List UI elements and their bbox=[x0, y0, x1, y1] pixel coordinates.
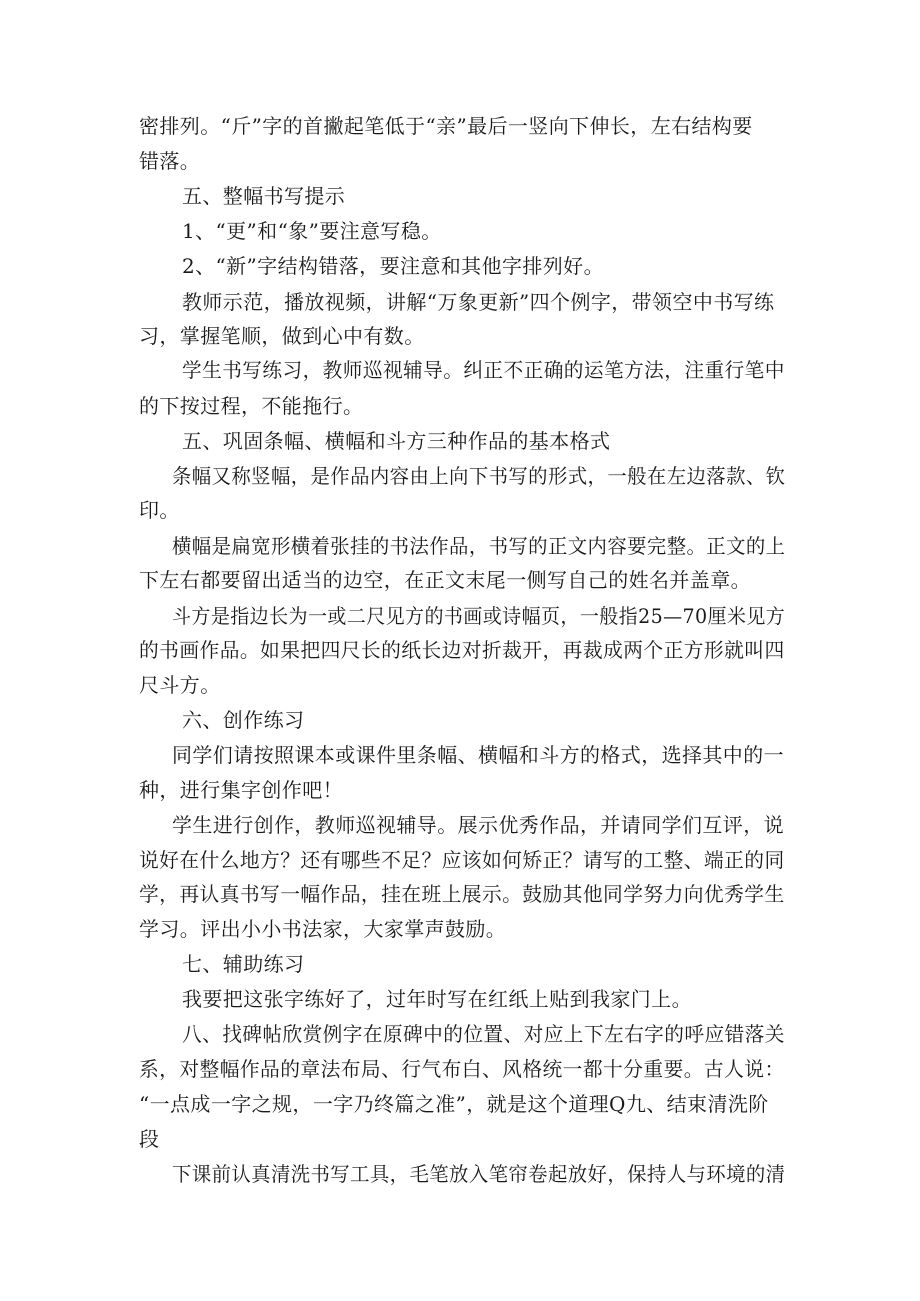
text-line: 同学们请按照课本或课件里条幅、横幅和斗方的格式，选择其中的一 bbox=[172, 743, 784, 767]
section-heading: 五、整幅书写提示 bbox=[182, 184, 346, 208]
text-line: 说好在什么地方？还有哪些不足？应该如何矫正？请写的工整、端正的同 bbox=[139, 848, 785, 872]
text-line: 我要把这张字练好了，过年时写在红纸上贴到我家门上。 bbox=[182, 987, 692, 1011]
text-line: 系，对整幅作品的章法布局、行气布白、风格统一都十分重要。古人说： bbox=[139, 1057, 785, 1081]
text-line: 印。 bbox=[139, 498, 180, 522]
text-line: 学习。评出小小书法家，大家掌声鼓励。 bbox=[139, 917, 507, 941]
text-line: 条幅又称竖幅，是作品内容由上向下书写的形式，一般在左边落款、钦 bbox=[172, 464, 786, 488]
text-line: 下课前认真清洗书写工具，毛笔放入笔帘卷起放好，保持人与环境的清 bbox=[172, 1162, 786, 1186]
text-line: 错落。 bbox=[139, 149, 201, 173]
section-heading: 五、巩固条幅、横幅和斗方三种作品的基本格式 bbox=[182, 429, 611, 453]
text-line: 教师示范，播放视频，讲解“万象更新”四个例字，带领空中书写练 bbox=[182, 290, 775, 314]
text-line: 学生进行创作，教师巡视辅导。展示优秀作品，并请同学们互评，说 bbox=[172, 813, 784, 837]
section-heading: 八、找碑帖欣赏例字在原碑中的位置、对应上下左右字的呼应错落关 bbox=[182, 1022, 785, 1046]
text-line: 习，掌握笔顺，做到心中有数。 bbox=[139, 324, 425, 348]
list-item: 2、“新”字结构错落，要注意和其他字排列好。 bbox=[182, 254, 604, 278]
text-line: 的书画作品。如果把四尺长的纸长边对折裁开，再裁成两个正方形就叫四 bbox=[139, 638, 785, 662]
text-line: 段 bbox=[139, 1127, 160, 1151]
text-line: 尺斗方。 bbox=[139, 673, 221, 697]
text-line: 种，进行集字创作吧！ bbox=[139, 778, 343, 802]
text-line: 学生书写练习，教师巡视辅导。纠正不正确的运笔方法，注重行笔中 bbox=[182, 358, 785, 382]
list-item: 1、“更”和“象”要注意写稳。 bbox=[182, 219, 442, 243]
text-line: 的下按过程，不能拖行。 bbox=[139, 394, 364, 418]
text-line: 学，再认真书写一幅作品，挂在班上展示。鼓励其他同学努力向优秀学生 bbox=[139, 882, 785, 906]
section-heading: 六、创作练习 bbox=[182, 708, 305, 732]
text-line: 下左右都要留出适当的边空，在正文末尾一侧写自己的姓名并盖章。 bbox=[139, 568, 751, 592]
section-heading: 七、辅助练习 bbox=[182, 952, 305, 976]
text-line: 密排列。“斤”字的首撇起笔低于“亲”最后一竖向下伸长，左右结构要 bbox=[139, 114, 753, 138]
text-line: 横幅是扁宽形横着张挂的书法作品，书写的正文内容要完整。正文的上 bbox=[172, 534, 786, 558]
text-line: “一点成一字之规，一字乃终篇之准”，就是这个道理Q九、结束清洗阶 bbox=[139, 1092, 769, 1116]
text-line: 斗方是指边长为一或二尺见方的书画或诗幅页，一般指25—70厘米见方 bbox=[172, 604, 786, 628]
